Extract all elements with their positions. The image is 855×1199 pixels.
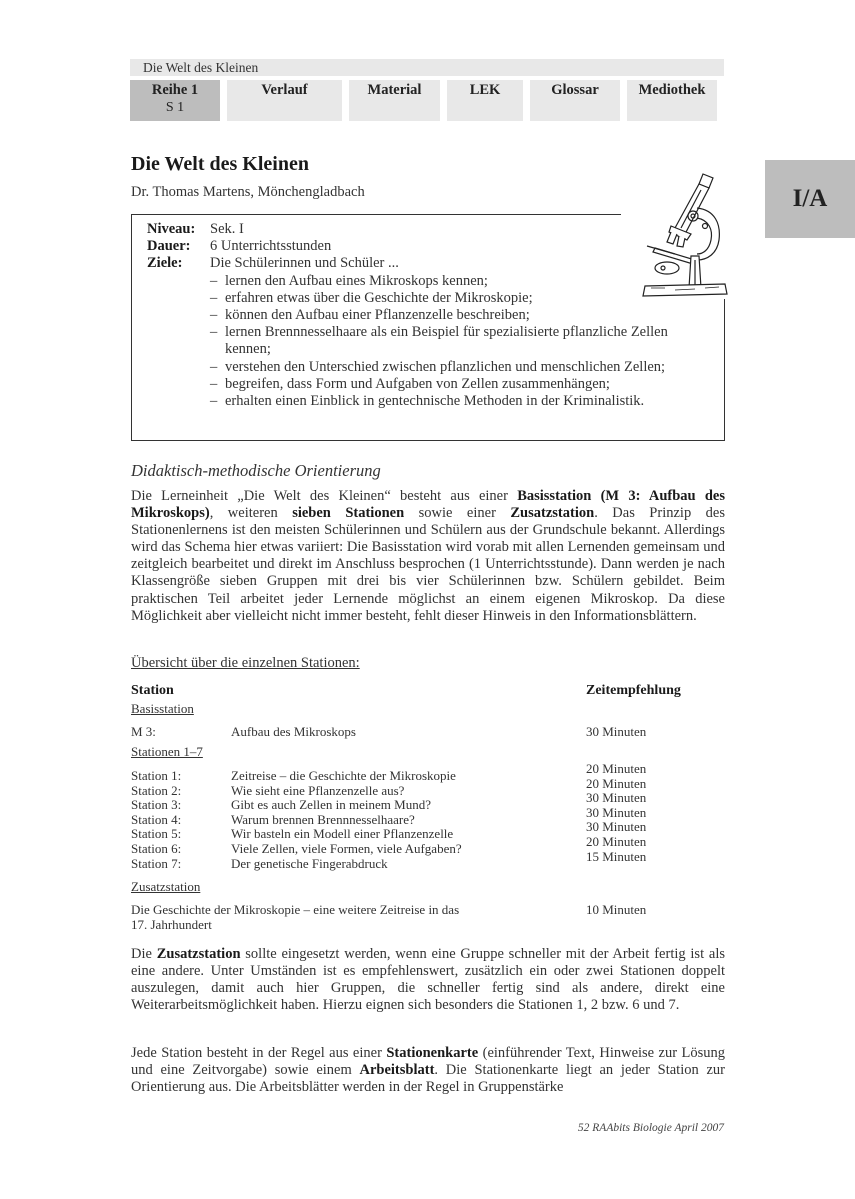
station-title: Der genetische Fingerabdruck: [231, 855, 388, 871]
group-stationen: Stationen 1–7: [131, 744, 203, 759]
station-time: 30 Minuten: [586, 724, 647, 739]
tab-material-label: Material: [367, 82, 422, 98]
station-titles: [231, 769, 462, 871]
dauer-value: 6 Unterrichtsstunden: [210, 238, 332, 255]
station-time: 30 Minuten: [586, 804, 647, 820]
goal-item: – erhalten einen Einblick in gentechnische Methoden in der Kriminalistik.: [210, 393, 714, 410]
station-time: 20 Minuten: [586, 833, 647, 849]
station-title: Wir basteln ein Modell einer Pflanzenzelle: [231, 826, 454, 842]
side-register-tab: I/A: [765, 160, 855, 238]
station-id: Station 3:: [131, 797, 182, 813]
section-heading: Didaktisch-methodische Orientierung: [131, 461, 381, 480]
tab-verlauf-label: Verlauf: [261, 82, 308, 98]
page-title: Die Welt des Kleinen: [131, 153, 309, 175]
ziele-row: [147, 255, 714, 272]
tab-glossar[interactable]: [530, 80, 620, 121]
station-ids: [131, 769, 181, 871]
station-title: Gibt es auch Zellen in meinem Mund?: [231, 797, 432, 813]
station-time: 30 Minuten: [586, 790, 647, 806]
station-id: Station 7:: [131, 855, 182, 871]
ziele-intro: Die Schülerinnen und Schüler ...: [210, 255, 399, 272]
tab-reihe-sub: S 1: [165, 100, 185, 115]
col-header-time: Zeitempfehlung: [586, 683, 681, 698]
tab-mediothek-label: Mediothek: [638, 82, 706, 98]
zusatzstation-paragraph: Die Zusatzstation sollte eingesetzt werden, wenn eine Gruppe schneller mit der Arbeit fertig ist als eine andere. Unter Umständen ist es empfehlenswert, zusätzlich ein oder zwei Stationen doppelt auszulegen, damit auch hier Gruppen, die schneller fertig sind als andere, direkt eine Weiterarbeitsmöglichkeit haben. Hierzu eignen sich besonders die Stationen 1, 2 bzw. 6 und 7.: [131, 946, 725, 1014]
niveau-value: Sek. I: [210, 221, 244, 237]
author: Dr. Thomas Martens, Mönchengladbach: [131, 184, 365, 200]
station-time: 20 Minuten: [586, 761, 647, 776]
niveau-label: Niveau:: [147, 221, 196, 237]
station-time: 30 Minuten: [586, 819, 647, 835]
station-title: Viele Zellen, viele Formen, viele Aufgaben?: [231, 840, 462, 856]
basisstation-term: Basisstation (M 3: Aufbau des Mikroskops): [131, 488, 725, 522]
goal-item: – lernen den Aufbau eines Mikroskops kennen;: [210, 273, 714, 290]
station-time: 20 Minuten: [586, 775, 647, 791]
station-id: Station 5:: [131, 826, 182, 842]
extra-station-title: Die Geschichte der Mikroskopie – eine weitere Zeitreise in das 17. Jahrhundert: [131, 902, 460, 932]
stationenkarte-term: Stationenkarte: [386, 1045, 479, 1061]
niveau-row: [147, 221, 714, 238]
tab-reihe[interactable]: [130, 80, 220, 121]
goal-list: [147, 273, 714, 411]
series-title: Die Welt des Kleinen: [143, 60, 259, 75]
overview-label: Übersicht über die einzelnen Stationen:: [131, 655, 360, 671]
page-footer: 52 RAAbits Biologie April 2007: [577, 1122, 724, 1134]
series-title-bar: [130, 59, 724, 76]
station-id: Station 1:: [131, 768, 182, 783]
col-header-station: Station: [131, 683, 174, 698]
station-id: M 3:: [131, 724, 156, 739]
station-id: Station 2:: [131, 782, 182, 798]
dauer-label: Dauer:: [147, 238, 191, 255]
station-title: Aufbau des Mikroskops: [231, 724, 356, 739]
station-title: Zeitreise – die Geschichte der Mikroskopie: [231, 768, 456, 783]
intro-paragraph: Die Lerneinheit „Die Welt des Kleinen“ besteht aus einer Basisstation (M 3: Aufbau des Mikroskops), weiteren sieben Stationen sowie einer Zusatzstation. Das Prinzip des Stationenlernens ist den meisten Schülerinnen und Schülern aus der Grundschule bekannt. Allerdings wird das Schema hier etwas variiert: Die Basisstation wird vorab mit allen Lernenden gemeinsam und zeitgleich bearbeitet und direkt im Anschluss besprochen (1 Unterrichtsstunde). Dann werden je nach Klassengröße sieben Gruppen mit drei bis vier Schülerinnen bzw. Schülern gebildet. Beim praktischen Teil arbeitet jeder Lernende möglichst an einem eigenen Mikroskop. Da diese Möglichkeit aber vielleicht nicht immer besteht, fehlt dieser Hinweis in den Informationsblättern.: [131, 488, 725, 624]
tab-lek[interactable]: [447, 80, 523, 121]
goal-item: – lernen Brennnesselhaare als ein Beispiel für spezialisierte pflanzliche Zellen kennen;: [210, 324, 714, 358]
goal-item: – verstehen den Unterschied zwischen pflanzlichen und menschlichen Zellen;: [210, 359, 714, 376]
goal-item: – können den Aufbau einer Pflanzenzelle beschreiben;: [210, 307, 714, 324]
info-content: [147, 221, 714, 410]
station-id: Station 4:: [131, 811, 182, 827]
tab-verlauf[interactable]: [227, 80, 342, 121]
station-id: Station 6:: [131, 840, 182, 856]
station-times: [586, 762, 646, 864]
zusatzstation-term: Zusatzstation: [510, 505, 595, 522]
arbeitsblatt-term: Arbeitsblatt: [359, 1062, 435, 1079]
station-time: 15 Minuten: [586, 848, 647, 864]
station-structure-paragraph: Jede Station besteht in der Regel aus einer Stationenkarte (einführender Text, Hinweise zur Lösung und eine Zeitvorgabe) sowie einem Arbeitsblatt. Die Stationenkarte liegt an jeder Station zur Orientierung aus. Die Arbeitsblätter werden in der Regel in Gruppenstärke: [131, 1045, 725, 1096]
group-basisstation: Basisstation: [131, 701, 194, 716]
tab-glossar-label: Glossar: [551, 82, 599, 98]
microscope-icon: [635, 168, 730, 298]
goal-item: – begreifen, dass Form und Aufgaben von Zellen zusammenhängen;: [210, 376, 714, 393]
sieben-stationen-term: sieben Stationen: [292, 505, 405, 522]
dauer-row: [147, 238, 714, 255]
station-time: 10 Minuten: [586, 902, 647, 917]
tab-reihe-label: Reihe 1: [151, 82, 199, 98]
ziele-label: Ziele:: [147, 255, 183, 272]
station-title: Wie sieht eine Pflanzenzelle aus?: [231, 782, 405, 798]
zusatzstation-term: Zusatzstation: [156, 946, 241, 962]
tab-mediothek[interactable]: [627, 80, 717, 121]
tab-material[interactable]: [349, 80, 440, 121]
group-zusatzstation: Zusatzstation: [131, 879, 201, 894]
tab-lek-label: LEK: [469, 82, 501, 98]
nav-tabs: [130, 80, 724, 121]
goal-item: – erfahren etwas über die Geschichte der Mikroskopie;: [210, 290, 714, 307]
station-title: Warum brennen Brennnesselhaare?: [231, 811, 415, 827]
